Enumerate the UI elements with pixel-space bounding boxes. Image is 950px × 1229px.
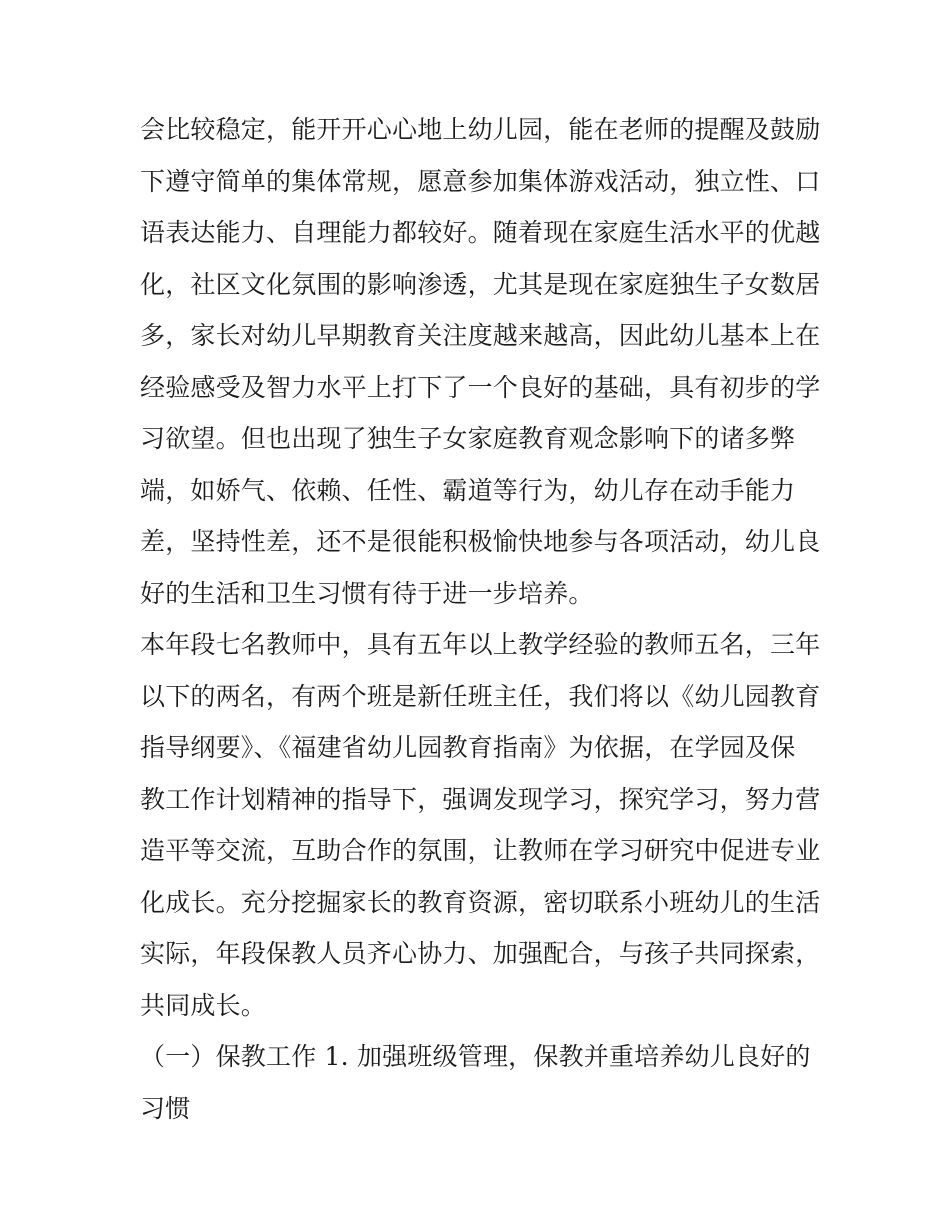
text-line: 差，坚持性差，还不是很能积极愉快地参与各项活动，幼儿良 — [140, 527, 821, 556]
section-heading-care-education — [140, 1031, 820, 1134]
text-line: 端，如娇气、依赖、任性、霸道等行为，幼儿存在动手能力 — [140, 475, 796, 505]
text-line: 化，社区文化氛围的影响渗透，尤其是现在家庭独生子女数居 — [140, 269, 821, 299]
text-line: 语表达能力、自理能力都较好。随着现在家庭生活水平的优越 — [140, 218, 821, 247]
text-line: 教工作计划精神的指导下，强调发现学习，探究学习，努力营 — [140, 784, 821, 814]
text-line: 习欲望。但也出现了独生子女家庭教育观念影响下的诸多弊 — [140, 424, 796, 453]
text-line: 化成长。充分挖掘家长的教育资源，密切联系小班幼儿的生活 — [140, 887, 821, 917]
text-line: 共同成长。 — [140, 990, 267, 1020]
text-line: 好的生活和卫生习惯有待于进一步培养。 — [140, 578, 594, 608]
document-body — [140, 104, 820, 1134]
text-line: 造平等交流，互助合作的氛围，让教师在学习研究中促进专业 — [140, 836, 821, 865]
text-line: 多，家长对幼儿早期教育关注度越来越高，因此幼儿基本上在 — [140, 321, 821, 350]
text-line: 本年段七名教师中，具有五年以上教学经验的教师五名，三年 — [140, 630, 821, 659]
text-line: 会比较稳定，能开开心心地上幼儿园，能在老师的提醒及鼓励 — [140, 115, 821, 144]
text-line: （一）保教工作 1. 加强班级管理，保教并重培养幼儿良好的 — [140, 1042, 811, 1071]
text-line: 实际，年段保教人员齐心协力、加强配合，与孩子共同探索， — [140, 939, 821, 968]
text-line: 习惯 — [140, 1093, 191, 1123]
text-line: 经验感受及智力水平上打下了一个良好的基础，具有初步的学 — [140, 372, 821, 402]
text-line: 下遵守简单的集体常规，愿意参加集体游戏活动，独立性、口 — [140, 166, 821, 196]
text-line: 指导纲要》、《福建省幼儿园教育指南》为依据，在学园及保 — [140, 733, 796, 762]
paragraph-teacher-overview — [140, 619, 820, 1031]
paragraph-children-status — [140, 104, 820, 619]
text-line: 以下的两名，有两个班是新任班主任，我们将以《幼儿园教育 — [140, 681, 821, 711]
